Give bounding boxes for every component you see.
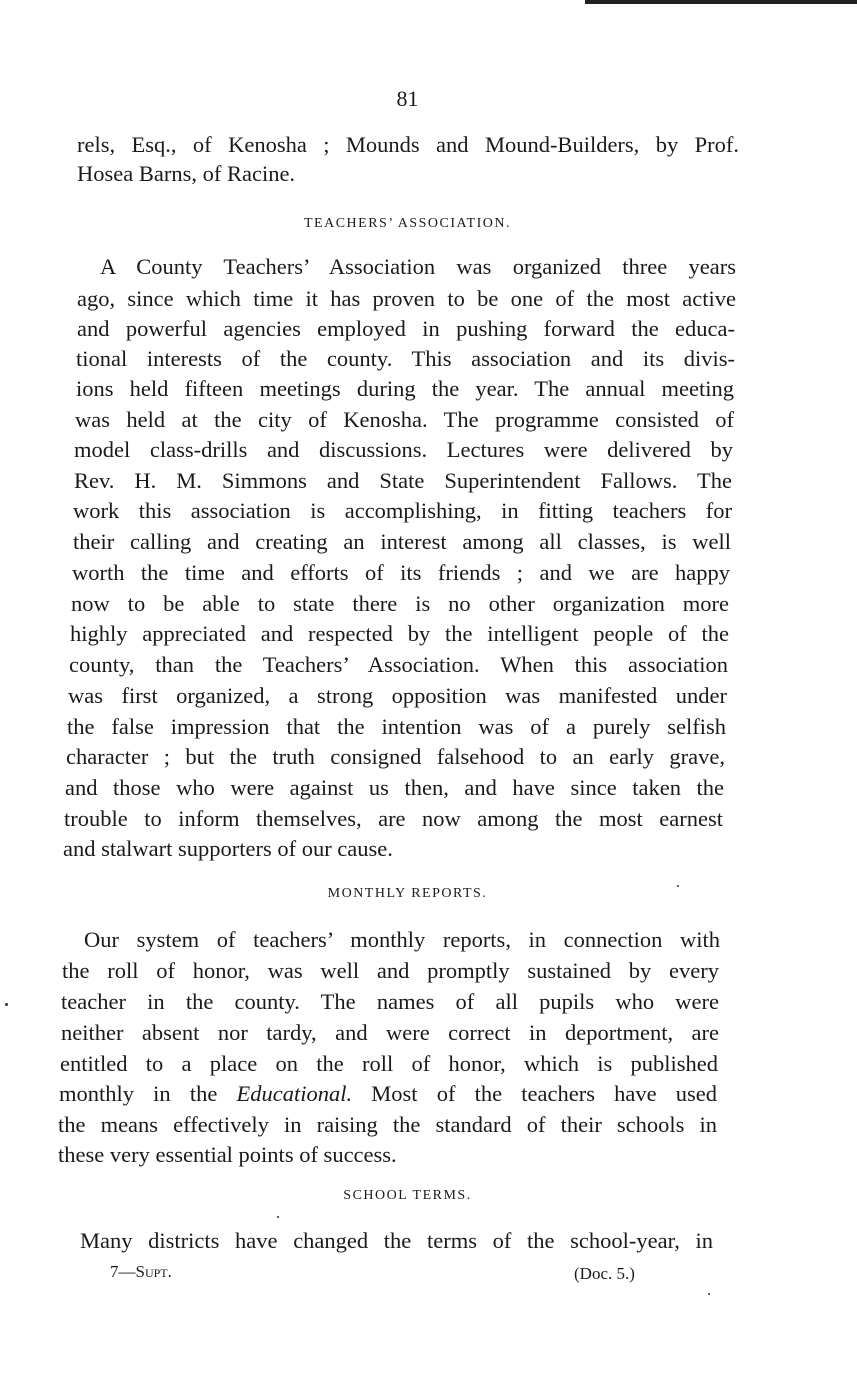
text-line: teacher in the county. The names of all pupils who were <box>61 989 719 1014</box>
signature-mark <box>110 1262 172 1282</box>
signature-word: Supt. <box>135 1262 172 1281</box>
text-line: A County Teachers’ Association was organized three years <box>100 254 736 279</box>
text-line: ago, since which time it has proven to be one of the most active <box>77 286 736 311</box>
text-line: character ; but the truth consigned falsehood to an early grave, <box>66 744 725 769</box>
text-line: worth the time and efforts of its friends ; and we are happy <box>72 560 730 585</box>
continuation-line: Hosea Barns, of Racine. <box>77 161 296 186</box>
document-number: (Doc. 5.) <box>574 1264 635 1283</box>
text-run: Most of the teachers have used <box>371 1081 718 1106</box>
text-line: model class-drills and discussions. Lectures were delivered by <box>74 437 733 462</box>
text-line: neither absent nor tardy, and were correct in deportment, are <box>61 1020 719 1045</box>
text-line: now to be able to state there is no other organization more <box>71 591 729 616</box>
continuation-line: rels, Esq., of Kenosha ; Mounds and Mound-Builders, by Prof. <box>77 132 739 157</box>
text-line: and stalwart supporters of our cause. <box>63 836 393 861</box>
text-line <box>59 1083 717 1106</box>
publication-title: Educational. <box>236 1081 353 1106</box>
signature-number: 7— <box>110 1262 136 1281</box>
section-heading-school-terms: SCHOOL TERMS. <box>343 1188 472 1203</box>
section-heading-monthly-reports: MONTHLY REPORTS. <box>327 886 488 901</box>
text-line: Many districts have changed the terms of the school-year, in <box>80 1228 713 1253</box>
text-line: their calling and creating an interest among all classes, is well <box>73 529 731 554</box>
text-line: was held at the city of Kenosha. The programme consisted of <box>75 407 734 432</box>
top-edge-rule <box>585 0 857 4</box>
text-run: monthly in the <box>59 1081 218 1106</box>
print-speck <box>708 1293 710 1295</box>
text-line: these very essential points of success. <box>58 1142 397 1167</box>
text-line: entitled to a place on the roll of honor, which is published <box>60 1051 718 1076</box>
text-line: Our system of teachers’ monthly reports, in connection with <box>84 927 720 952</box>
text-line: Rev. H. M. Simmons and State Superintendent Fallows. The <box>74 468 732 493</box>
text-line: the false impression that the intention was of a purely selfish <box>67 714 726 739</box>
text-line: county, than the Teachers’ Association. When this association <box>69 652 728 677</box>
text-line: tional interests of the county. This association and its divis- <box>76 346 735 371</box>
text-line: was first organized, a strong opposition was manifested under <box>68 683 727 708</box>
page-number: 81 <box>396 86 419 111</box>
section-heading-teachers-association: TEACHERS’ ASSOCIATION. <box>304 216 511 231</box>
text-line: and those who were against us then, and have since taken the <box>65 775 724 800</box>
text-line: the means effectively in raising the standard of their schools in <box>58 1112 717 1137</box>
text-line: trouble to inform themselves, are now among the most earnest <box>64 806 723 831</box>
print-speck <box>5 1003 8 1006</box>
text-line: work this association is accomplishing, in fitting teachers for <box>73 498 732 523</box>
print-speck <box>277 1216 279 1218</box>
text-line: the roll of honor, was well and promptly sustained by every <box>62 958 719 983</box>
text-line: and powerful agencies employed in pushing forward the educa- <box>77 316 735 341</box>
text-line: highly appreciated and respected by the intelligent people of the <box>70 621 729 646</box>
text-line: ions held fifteen meetings during the year. The annual meeting <box>76 376 734 401</box>
print-speck <box>677 885 679 887</box>
